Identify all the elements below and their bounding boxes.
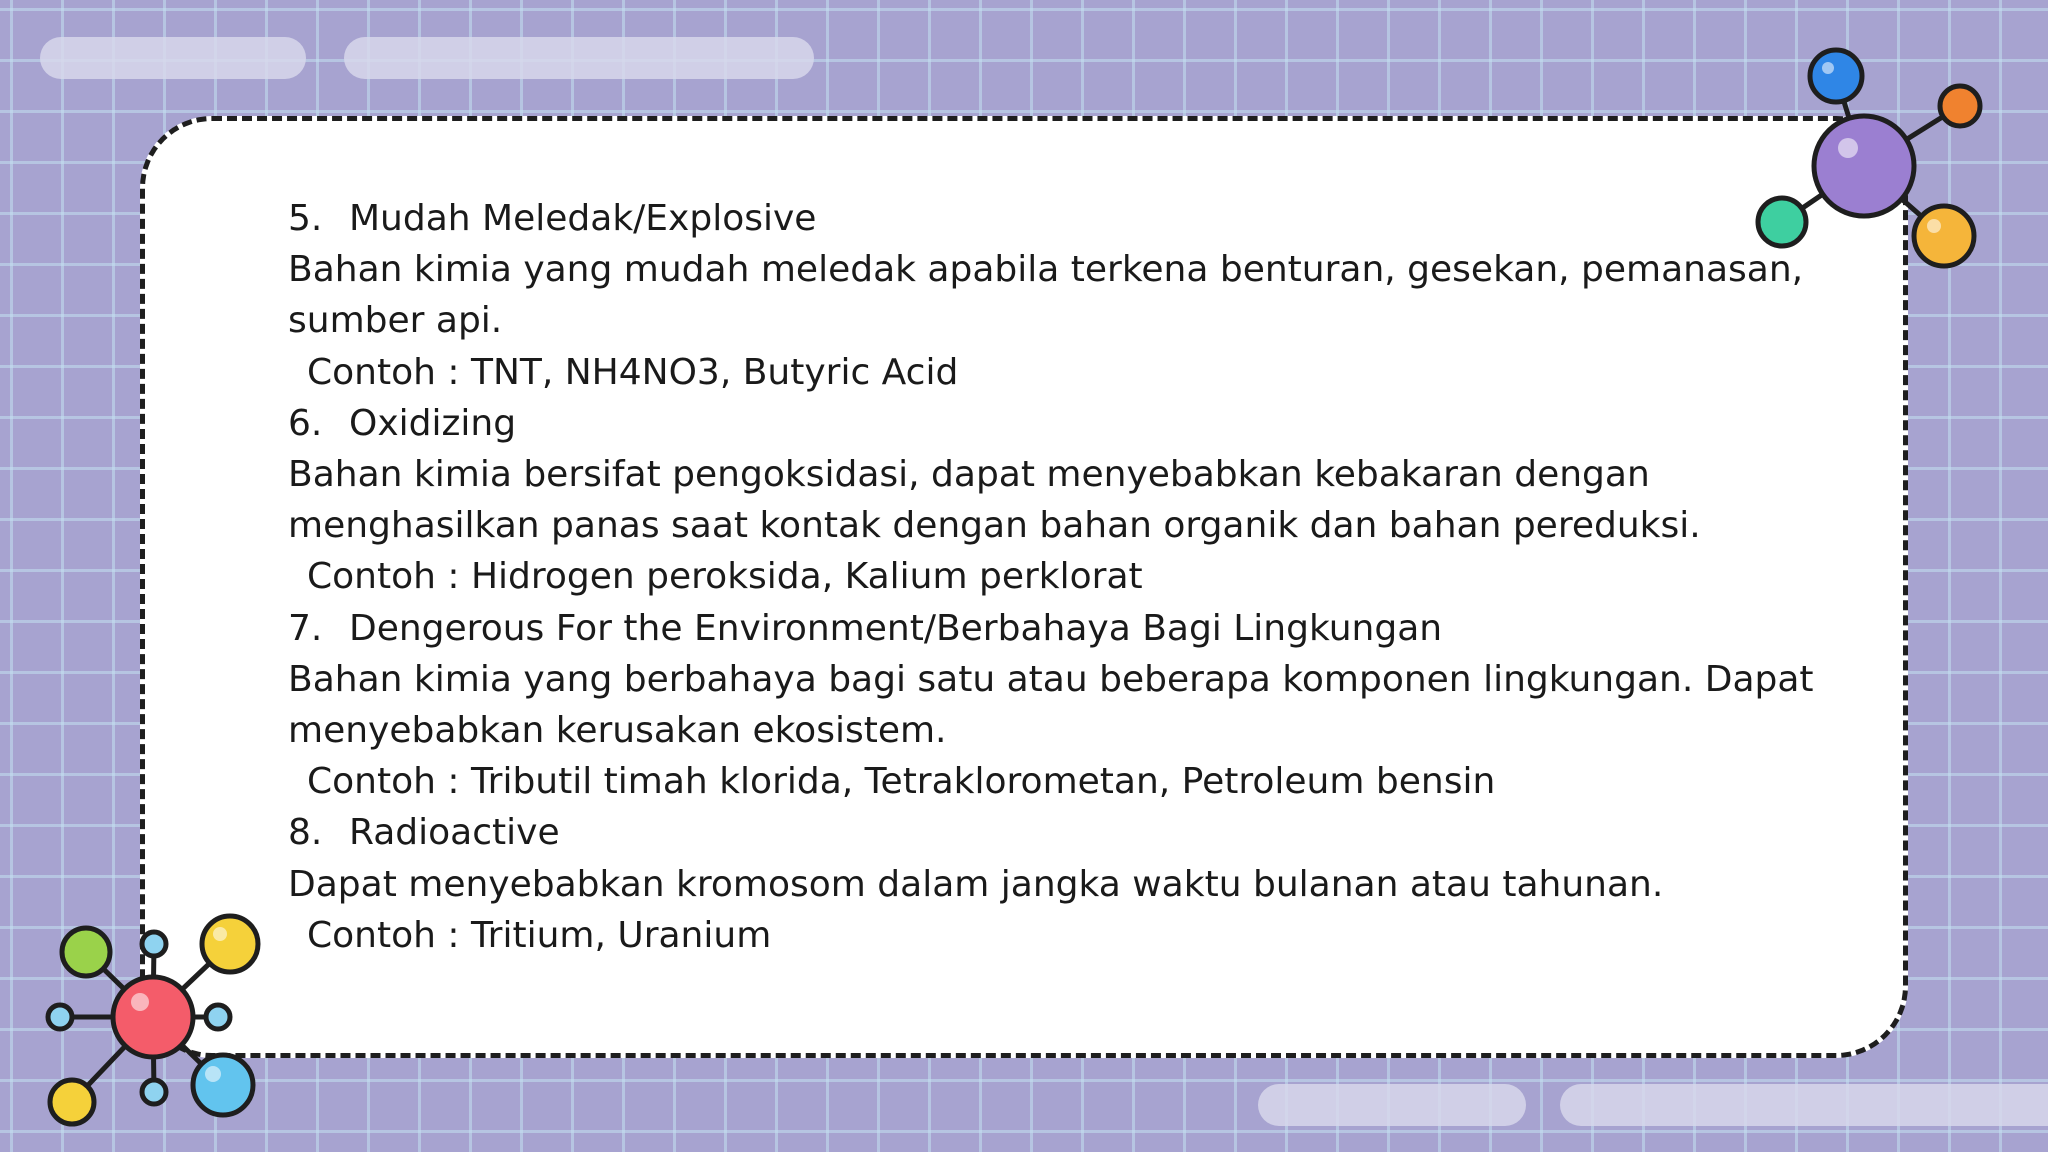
item-title: Radioactive (349, 812, 560, 854)
item-description-line: menyebabkan kerusakan ekosistem. (288, 710, 947, 752)
decorative-pill (40, 37, 306, 79)
item-example: Contoh : TNT, NH4NO3, Butyric Acid (307, 351, 959, 393)
item-description-line: Bahan kimia yang berbahaya bagi satu atau beberapa komponen lingkungan. Dapat (288, 658, 1814, 700)
hazard-list (288, 193, 1848, 961)
item-title: Dengerous For the Environment/Berbahaya Bagi Lingkungan (349, 607, 1443, 649)
item-example: Contoh : Tributil timah klorida, Tetraklorometan, Petroleum bensin (307, 761, 1496, 803)
item-heading (288, 603, 1848, 654)
item-number: 7. (288, 607, 323, 649)
item-title: Oxidizing (349, 402, 517, 444)
item-description-line: Bahan kimia bersifat pengoksidasi, dapat menyebabkan kebakaran dengan (288, 454, 1650, 496)
content-card (140, 116, 1908, 1058)
decorative-pill (1258, 1084, 1526, 1126)
item-heading (288, 807, 1848, 858)
item-description-line: sumber api. (288, 300, 503, 342)
item-example: Contoh : Tritium, Uranium (307, 914, 772, 956)
item-title: Mudah Meledak/Explosive (349, 198, 817, 239)
item-number: 6. (288, 402, 323, 444)
item-heading (288, 193, 1848, 244)
item-description-line: Dapat menyebabkan kromosom dalam jangka waktu bulanan atau tahunan. (288, 863, 1664, 905)
item-heading (288, 398, 1848, 449)
decorative-pill (1560, 1084, 2048, 1126)
item-example: Contoh : Hidrogen peroksida, Kalium perklorat (307, 556, 1143, 598)
molecule-icon (1740, 36, 1990, 276)
item-description-line: Bahan kimia yang mudah meledak apabila terkena benturan, gesekan, pemanasan, (288, 249, 1804, 291)
item-number: 8. (288, 812, 323, 854)
item-description-line: menghasilkan panas saat kontak dengan bahan organik dan bahan pereduksi. (288, 505, 1701, 547)
item-number: 5. (288, 198, 323, 239)
decorative-pill (344, 37, 814, 79)
molecule-icon (38, 902, 268, 1132)
